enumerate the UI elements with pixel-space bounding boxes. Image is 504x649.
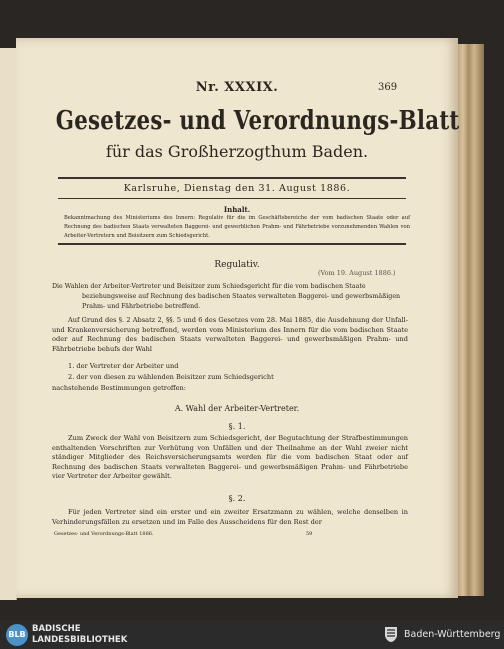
list-closing: nachstehende Bestimmungen getroffen: — [52, 384, 186, 392]
paragraph-1-text: Zum Zweck der Wahl von Beisitzern zum Schiedsgericht, der Begutachtung der Strafbestimmungen enthaltenden Vorschriften zur Verhütung von Unfällen und der Theilnahme an der Wahl zweier nicht ständiger Mitglieder des Reichsversicherungsamts werden für die vom badischen Staat oder auf Rechnung des badischen Staats verwalteten Baggerei- und gewerbsmäßigen Prahm- und Fährbetriebe vier Vertreter der Arbeiter gewählt. — [52, 434, 408, 481]
inhalt-text: Bekanntmachung des Ministeriums des Innern: Regulativ für die im Geschäftsbereiche der vom badischen Staate oder auf Rechnung des badischen Staats verwalteten Baggerei- und gewerblichen Prahm- und Fährbetriebe vorzunehmenden Wahlen von Arbeiter-Vertretern und Beisitzern zum Schiedsgericht. — [64, 215, 410, 239]
main-paragraph: Auf Grund des §. 2 Absatz 2, §§. 5 und 6 des Gesetzes vom 28. Mai 1885, die Ausdehnung der Unfall- und Krankenversicherung betreffend, werden vom Ministerium des Innern für die vom badischen Staate oder auf Rechnung des badischen Staats verwalteten Baggerei- und gewerbsmäßigen Prahm- und Fährbetriebe behufs der Wahl — [52, 316, 408, 353]
book-edge — [456, 44, 484, 596]
library-name-line-1: BADISCHE — [32, 624, 81, 634]
regulativ-date: (Vom 19. August 1886.) — [318, 269, 396, 277]
library-banner — [0, 620, 504, 649]
page-subtitle: für das Großherzogthum Baden. — [105, 142, 369, 161]
footer-left: Gesetzes- und Verordnungs-Blatt 1886. — [54, 531, 154, 537]
page-title: Gesetzes- und Verordnungs-Blatt — [55, 106, 460, 136]
inhalt-heading: Inhalt. — [223, 205, 251, 214]
left-page-edge — [0, 48, 17, 600]
paragraph-2-text: Für jeden Vertreter sind ein erster und ein zweiter Ersatzmann zu wählen, welche denselben in Verhinderungsfällen zu ersetzen und im Falle des Ausscheidens für den Rest der — [52, 508, 408, 526]
intro-line-2: beziehungsweise auf Rechnung des badischen Staates verwalteten Baggerei- und gewerbsmäßigen — [82, 293, 401, 300]
rule-mid — [58, 198, 406, 199]
page-number: 369 — [378, 82, 398, 93]
paragraph-1-heading: §. 1. — [228, 422, 246, 431]
paragraph-2-heading: §. 2. — [228, 494, 246, 503]
rule-bottom — [58, 243, 406, 245]
issue-number: Nr. XXXIX. — [195, 80, 279, 95]
intro-line-1: Die Wahlen der Arbeiter-Vertreter und Beisitzer zum Schiedsgericht für die vom badischen Staate — [52, 283, 366, 290]
blb-logo-icon[interactable]: BLB — [6, 624, 28, 646]
footer-signature: 59 — [306, 531, 313, 537]
list-item-1: 1. der Vertreter der Arbeiter und — [68, 362, 179, 370]
rule-top — [58, 177, 406, 179]
document-page — [16, 38, 458, 598]
state-name[interactable]: Baden-Württemberg — [404, 629, 501, 640]
section-heading-a: A. Wahl der Arbeiter-Vertreter. — [174, 404, 300, 413]
library-name-line-2: LANDESBIBLIOTHEK — [32, 635, 128, 645]
regulativ-heading: Regulativ. — [214, 260, 260, 270]
list-item-2: 2. der von diesen zu wählenden Beisitzer zum Schiedsgericht — [68, 373, 274, 381]
library-name[interactable] — [32, 624, 127, 646]
intro-line-3: Prahm- und Fährbetriebe betreffend. — [82, 303, 201, 310]
coat-of-arms-icon — [384, 626, 398, 643]
dateline: Karlsruhe, Dienstag den 31. August 1886. — [123, 183, 351, 194]
